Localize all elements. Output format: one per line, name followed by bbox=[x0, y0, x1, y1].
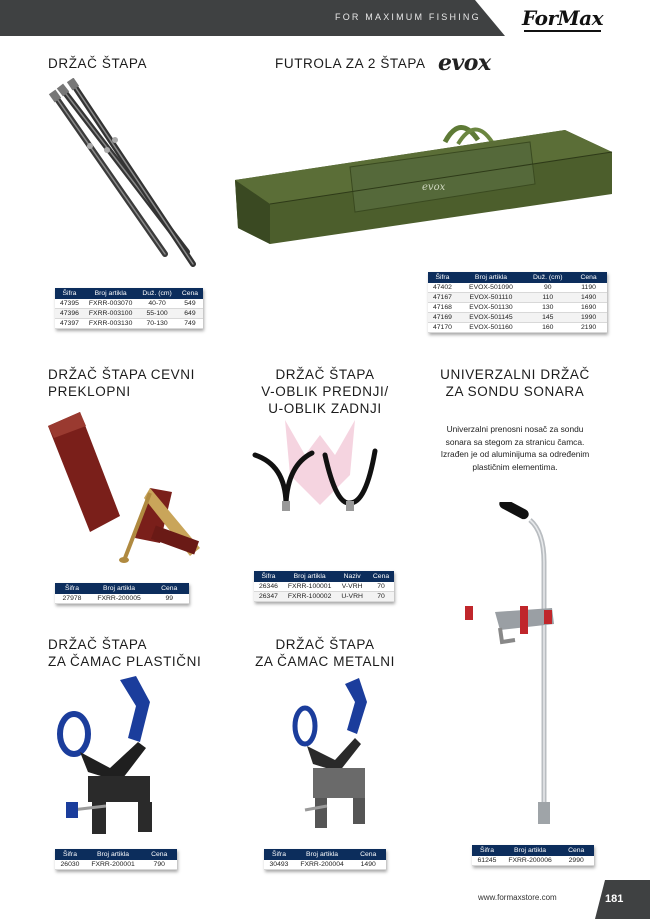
table-row bbox=[254, 592, 394, 602]
watermark-fox-icon bbox=[285, 420, 355, 505]
title-line: UNIVERZALNI DRŽAČ bbox=[440, 367, 590, 382]
table-drzac-stapa bbox=[55, 288, 203, 329]
cell: 47396 bbox=[55, 309, 84, 319]
title-line: DRŽAČ ŠTAPA bbox=[275, 637, 375, 652]
cell: EVOX-501090 bbox=[457, 283, 525, 293]
table-row bbox=[55, 860, 177, 870]
table-futrola bbox=[428, 272, 607, 333]
cell: 47170 bbox=[428, 323, 457, 333]
cell: FXRR-200005 bbox=[89, 594, 149, 604]
title-line: ZA ČAMAC METALNI bbox=[255, 654, 395, 669]
cell: 40-70 bbox=[137, 299, 176, 309]
title-line: DRŽAČ ŠTAPA bbox=[48, 637, 148, 652]
col-header-broj-artikla: Broj artikla bbox=[283, 571, 336, 582]
cell: FXRR-003100 bbox=[84, 309, 137, 319]
formax-logo: ForMax bbox=[522, 6, 604, 30]
col-header-sifra: Šifra bbox=[254, 571, 283, 582]
cell: EVOX-501160 bbox=[457, 323, 525, 333]
table-row bbox=[428, 283, 607, 293]
col-header-sifra: Šifra bbox=[55, 583, 89, 594]
col-header-duzina: Duž. (cm) bbox=[525, 272, 570, 283]
section-title-futrola: FUTROLA ZA 2 ŠTAPA bbox=[275, 56, 426, 71]
col-header-broj-artikla: Broj artikla bbox=[457, 272, 525, 283]
cell: 70 bbox=[368, 582, 394, 592]
cell: 1990 bbox=[570, 313, 606, 323]
cell: 749 bbox=[177, 319, 203, 329]
col-header-sifra: Šifra bbox=[472, 845, 502, 856]
cell: 26030 bbox=[55, 860, 85, 870]
cell: V-VRH bbox=[336, 582, 368, 592]
col-header-cena: Cena bbox=[570, 272, 606, 283]
cell: U-VRH bbox=[336, 592, 368, 602]
title-line: V-OBLIK PREDNJI/ bbox=[261, 384, 389, 399]
title-line: U-OBLIK ZADNJI bbox=[268, 401, 382, 416]
col-header-cena: Cena bbox=[350, 849, 386, 860]
footer-url[interactable]: www.formaxstore.com bbox=[478, 893, 557, 902]
section-title-cevni bbox=[48, 366, 195, 400]
col-header-cena: Cena bbox=[177, 288, 203, 299]
col-header-broj-artikla: Broj artikla bbox=[84, 288, 137, 299]
table-row bbox=[55, 319, 203, 329]
cell: FXRR-100001 bbox=[283, 582, 336, 592]
evox-brand-logo: evox bbox=[438, 50, 491, 76]
col-header-broj-artikla: Broj artikla bbox=[294, 849, 350, 860]
cell: 47167 bbox=[428, 293, 457, 303]
cell: FXRR-200001 bbox=[85, 860, 141, 870]
table-row bbox=[264, 860, 386, 870]
col-header-cena: Cena bbox=[558, 845, 594, 856]
cell: 47395 bbox=[55, 299, 84, 309]
section-title-voblik bbox=[250, 366, 400, 417]
col-header-cena: Cena bbox=[368, 571, 394, 582]
table-camac-plasticni bbox=[55, 849, 177, 870]
cell: 1190 bbox=[570, 283, 606, 293]
rod-bag-image bbox=[230, 112, 615, 262]
table-row bbox=[428, 303, 607, 313]
cell: 70 bbox=[368, 592, 394, 602]
col-header-broj-artikla: Broj artikla bbox=[89, 583, 149, 594]
col-header-broj-artikla: Broj artikla bbox=[502, 845, 558, 856]
col-header-broj-artikla: Broj artikla bbox=[85, 849, 141, 860]
col-header-sifra: Šifra bbox=[55, 849, 85, 860]
table-camac-metalni bbox=[264, 849, 386, 870]
cell: 110 bbox=[525, 293, 570, 303]
cell: FXRR-200004 bbox=[294, 860, 350, 870]
cell: 2990 bbox=[558, 856, 594, 866]
table-row bbox=[472, 856, 594, 866]
cell: 130 bbox=[525, 303, 570, 313]
table-sonar bbox=[472, 845, 594, 866]
table-row bbox=[55, 299, 203, 309]
section-title-sonar bbox=[430, 366, 600, 400]
cell: 1490 bbox=[350, 860, 386, 870]
metal-boat-holder-image bbox=[275, 672, 385, 837]
col-header-sifra: Šifra bbox=[428, 272, 457, 283]
section-title-camac-metalni bbox=[245, 636, 405, 670]
cell: FXRR-100002 bbox=[283, 592, 336, 602]
cell: FXRR-003070 bbox=[84, 299, 137, 309]
sonar-mount-image bbox=[460, 502, 580, 832]
table-row bbox=[55, 594, 189, 604]
cell: 790 bbox=[141, 860, 177, 870]
telescopic-rod-holders-image bbox=[45, 78, 205, 268]
cell: 26347 bbox=[254, 592, 283, 602]
cell: 1490 bbox=[570, 293, 606, 303]
table-row bbox=[55, 309, 203, 319]
cell: 70-130 bbox=[137, 319, 176, 329]
tube-rod-holder-image bbox=[40, 408, 210, 573]
cell: FXRR-003130 bbox=[84, 319, 137, 329]
cell: EVOX-501145 bbox=[457, 313, 525, 323]
cell: 99 bbox=[149, 594, 189, 604]
cell: 27978 bbox=[55, 594, 89, 604]
col-header-duzina: Duž. (cm) bbox=[137, 288, 176, 299]
title-line: DRŽAČ ŠTAPA CEVNI bbox=[48, 367, 195, 382]
section-title-drzac-stapa: DRŽAČ ŠTAPA bbox=[48, 56, 148, 71]
cell: 160 bbox=[525, 323, 570, 333]
header-tagline: FOR MAXIMUM FISHING bbox=[335, 12, 481, 22]
table-cevni bbox=[55, 583, 189, 604]
table-row bbox=[428, 293, 607, 303]
cell: 47402 bbox=[428, 283, 457, 293]
sonar-description: Univerzalni prenosni nosač za sondu sonara sa stegom za stranicu čamca. Izrađen je od aluminijuma sa određenim plastičnim elementima. bbox=[440, 424, 590, 472]
cell: 649 bbox=[177, 309, 203, 319]
col-header-cena: Cena bbox=[141, 849, 177, 860]
cell: 2190 bbox=[570, 323, 606, 333]
title-line: ZA SONDU SONARA bbox=[445, 384, 585, 399]
title-line: ZA ČAMAC PLASTIČNI bbox=[48, 654, 202, 669]
cell: 30493 bbox=[264, 860, 294, 870]
title-line: DRŽAČ ŠTAPA bbox=[275, 367, 375, 382]
table-row bbox=[428, 313, 607, 323]
cell: 1690 bbox=[570, 303, 606, 313]
cell: 55-100 bbox=[137, 309, 176, 319]
title-line: PREKLOPNI bbox=[48, 384, 131, 399]
col-header-sifra: Šifra bbox=[55, 288, 84, 299]
cell: 61245 bbox=[472, 856, 502, 866]
cell: 145 bbox=[525, 313, 570, 323]
cell: 90 bbox=[525, 283, 570, 293]
cell: FXRR-200006 bbox=[502, 856, 558, 866]
cell: 47397 bbox=[55, 319, 84, 329]
cell: EVOX-501130 bbox=[457, 303, 525, 313]
page-number: 181 bbox=[605, 893, 624, 905]
cell: 47168 bbox=[428, 303, 457, 313]
plastic-boat-holder-image bbox=[50, 672, 180, 842]
col-header-cena: Cena bbox=[149, 583, 189, 594]
cell: EVOX-501110 bbox=[457, 293, 525, 303]
col-header-sifra: Šifra bbox=[264, 849, 294, 860]
v-u-rod-rest-image bbox=[250, 415, 390, 525]
cell: 549 bbox=[177, 299, 203, 309]
cell: 26346 bbox=[254, 582, 283, 592]
table-voblik bbox=[254, 571, 394, 602]
col-header-naziv: Naziv bbox=[336, 571, 368, 582]
section-title-camac-plasticni bbox=[48, 636, 201, 670]
table-row bbox=[254, 582, 394, 592]
bag-evox-label: evox bbox=[422, 182, 446, 193]
table-row bbox=[428, 323, 607, 333]
cell: 47169 bbox=[428, 313, 457, 323]
